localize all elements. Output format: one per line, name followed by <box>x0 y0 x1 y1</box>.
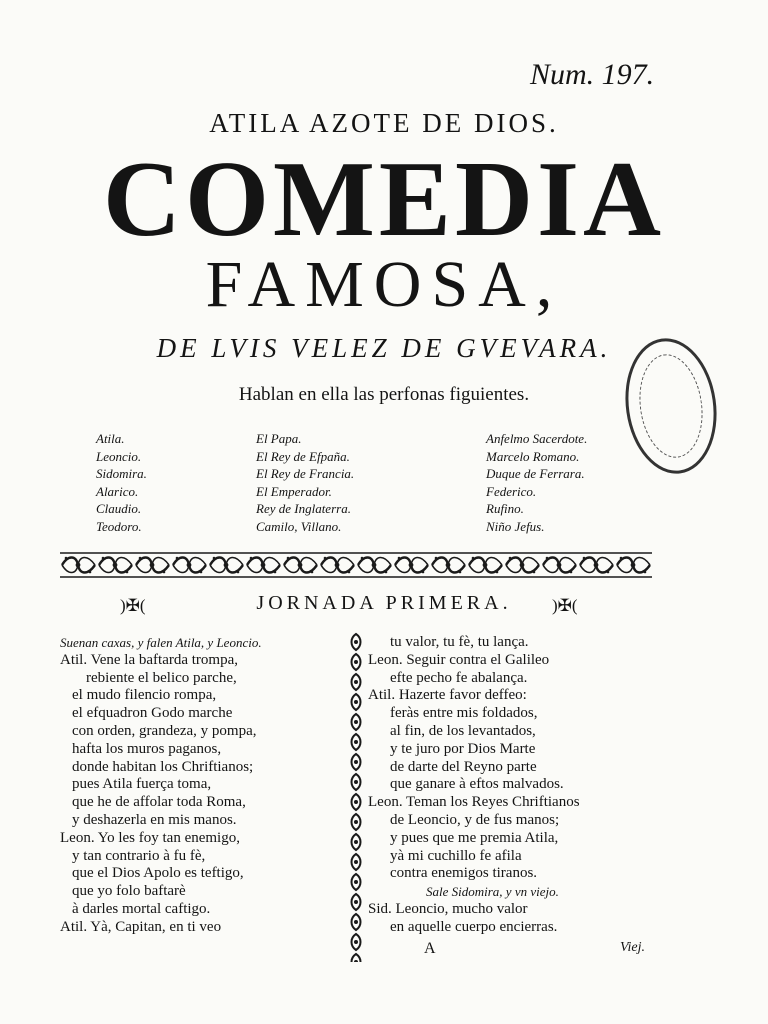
verse-line: de darte del Reyno parte <box>390 758 537 775</box>
cast-name: El Emperador. <box>256 483 332 499</box>
verse-line: el mudo filencio rompa, <box>72 687 217 704</box>
verse-line: en aquelle cuerpo encierras. <box>390 918 558 935</box>
verse-line: Leon. Yo les foy tan enemigo, <box>60 829 240 846</box>
verse-line: que ganare à eftos malvados. <box>390 776 564 793</box>
verse-line: que he de affolar toda Roma, <box>72 794 246 811</box>
verse-column-right <box>368 634 580 937</box>
stage-direction: Suenan caxas, y falen Atila, y Leoncio. <box>60 635 262 650</box>
cast-column-1 <box>96 430 147 536</box>
cast-column-3 <box>486 430 587 536</box>
cast-heading: Hablan en ella las perfonas figuientes. <box>238 384 530 405</box>
play-number: Num. 197. <box>530 58 655 91</box>
verse-line: el efquadron Godo marche <box>72 705 233 722</box>
verse-line: Leon. Teman los Reyes Chriftianos <box>368 794 580 811</box>
cast-column-2 <box>256 430 354 536</box>
verse-line: feràs entre mis foldados, <box>390 705 538 722</box>
title-famosa: FAMOSA, <box>205 248 563 321</box>
verse-line: contra enemigos tiranos. <box>390 865 538 882</box>
cast-name: El Rey de Francia. <box>256 466 355 482</box>
verse-line: y tan contrario à fu fè, <box>72 847 206 864</box>
cast-name: Atila. <box>96 431 125 446</box>
column-divider-ornament <box>348 632 364 962</box>
cast-name: Marcelo Romano. <box>486 448 580 464</box>
verse-line: y te juro por Dios Marte <box>390 740 536 757</box>
cast-name: Rufino. <box>486 501 524 517</box>
cast-name: Rey de Inglaterra. <box>256 501 351 517</box>
verse-line: de Leoncio, y de fus manos; <box>390 811 560 828</box>
cast-name: Sidomira. <box>96 466 147 482</box>
catchword: Viej. <box>620 940 646 955</box>
verse-line: Sid. Leoncio, mucho valor <box>368 900 528 917</box>
verse-line: Atil. Yà, Capitan, en ti veo <box>60 918 222 935</box>
verse-line: Atil. Hazerte favor deffeo: <box>368 687 527 704</box>
ornamental-border <box>60 552 652 578</box>
verse-line: y deshazerla en mis manos. <box>72 811 237 828</box>
cast-name: Claudio. <box>96 501 142 517</box>
verse-line: à darles mortal caftigo. <box>72 900 211 917</box>
cast-name: Alarico. <box>96 483 139 499</box>
cast-name: Teodoro. <box>96 518 142 534</box>
verse-line: pues Atila fuerça toma, <box>72 776 212 793</box>
cast-name: Leoncio. <box>96 448 142 464</box>
verse-line: que yo folo baftarè <box>72 883 186 900</box>
cast-name: Camilo, Villano. <box>256 518 342 534</box>
cast-name: Duque de Ferrara. <box>486 466 585 482</box>
verse-line: tu valor, tu fè, tu lança. <box>390 634 529 650</box>
verse-column-left <box>60 634 262 937</box>
cast-name: Niño Jefus. <box>486 518 545 534</box>
cast-name: Anfelmo Sacerdote. <box>486 431 588 446</box>
verse-line: yà mi cuchillo fe afila <box>390 847 522 864</box>
cross-ornament-left: )✠( <box>120 596 146 615</box>
verse-line: al fin, de los levantados, <box>390 722 536 739</box>
verse-line: donde habitan los Chriftianos; <box>72 758 254 775</box>
verse-line: con orden, grandeza, y pompa, <box>72 722 257 739</box>
verse-line: y pues que me premia Atila, <box>390 829 559 846</box>
library-stamp-inner-ring <box>633 350 709 462</box>
verse-line: Leon. Seguir contra el Galileo <box>368 651 550 668</box>
signature-mark: A <box>424 940 436 957</box>
jornada-heading: JORNADA PRIMERA. <box>256 592 512 614</box>
verse-line: efte pecho fe abalança. <box>390 669 528 686</box>
cast-name: El Papa. <box>256 431 302 446</box>
author-line: DE LVIS VELEZ DE GVEVARA. <box>156 333 612 363</box>
cross-ornament-right: )✠( <box>552 596 578 615</box>
cast-name: El Rey de Efpaña. <box>256 448 350 464</box>
play-subtitle: ATILA AZOTE DE DIOS. <box>209 108 559 138</box>
verse-line: que el Dios Apolo es teftigo, <box>72 865 244 882</box>
cast-name: Federico. <box>486 483 537 499</box>
verse-line: rebiente el belico parche, <box>86 669 237 686</box>
title-comedia: COMEDIA <box>103 140 665 259</box>
verse-line: hafta los muros paganos, <box>72 740 222 757</box>
verse-line: Atil. Vene la baftarda trompa, <box>60 651 238 668</box>
stage-direction: Sale Sidomira, y vn viejo. <box>426 884 559 900</box>
